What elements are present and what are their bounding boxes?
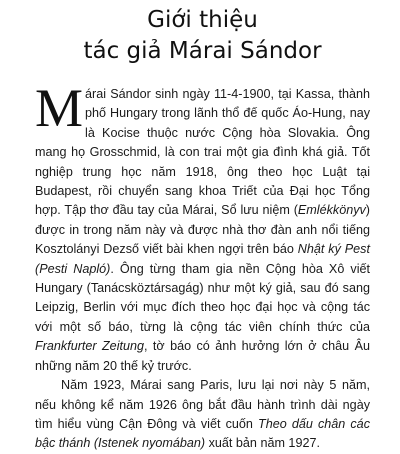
paragraph-2-text-2: xuất bản năm 1927. bbox=[205, 436, 320, 451]
paragraph-1-text-4: , tờ báo có ảnh hưởng lớn ở châu Âu những năm 20 thế kỷ trước. bbox=[35, 339, 370, 373]
paragraph-1-italic-1: Emlékkönyv bbox=[297, 203, 366, 218]
drop-cap: M bbox=[35, 78, 84, 138]
title-line-1: Giới thiệu bbox=[147, 7, 258, 33]
paragraph-1-text-2: ) được in trong năm này và được nhà thơ đàn anh nổi tiếng Kosztolányi Dezső viết bài khen ngợi trên báo bbox=[35, 203, 370, 257]
paragraph-2 bbox=[35, 376, 370, 454]
paragraph-1 bbox=[35, 78, 370, 376]
paragraph-1-italic-3: Frankfurter Zeitung bbox=[35, 339, 144, 354]
body-text bbox=[35, 78, 370, 454]
paragraph-2-text-1: Năm 1923, Márai sang Paris, lưu lại nơi này 5 năm, nếu không kể năm 1926 ông bắt đầu hành trình dài ngày tìm hiểu vùng Cận Đông và viết cuốn bbox=[35, 378, 370, 431]
title-line-2: tác giả Márai Sándor bbox=[83, 38, 322, 64]
page-title bbox=[35, 0, 370, 67]
paragraph-1-italic-2: Nhật ký Pest (Pesti Napló) bbox=[35, 242, 370, 276]
paragraph-1-text-1: árai Sándor sinh ngày 11-4-1900, tại Kassa, thành phố Hungary trong lãnh thổ đế quốc Áo-Hung, nay là Kocise thuộc nước Cộng hòa Slovakia. Ông mang họ Grosschmid, là con trai một gia đình khá giả. Tốt nghiệp trung học năm 1918, ông theo học Luật tại Budapest, rồi chuyển sang khoa Triết của Đại học Tổng hợp. Tập thơ đầu tay của Márai, Sổ lưu niệm ( bbox=[35, 87, 370, 218]
paragraph-1-text-3: . Ông từng tham gia nền Cộng hòa Xô viết Hungary (Tanácsköztársagág) như một ký giả, sau đó sang Leipzig, Berlin với mục đích theo học đại học và cộng tác với một số báo, từng là cộng tác viên chính thức của bbox=[35, 261, 370, 334]
paragraph-2-italic-1: Theo dấu chân các bậc thánh (Istenek nyomában) bbox=[35, 416, 370, 451]
